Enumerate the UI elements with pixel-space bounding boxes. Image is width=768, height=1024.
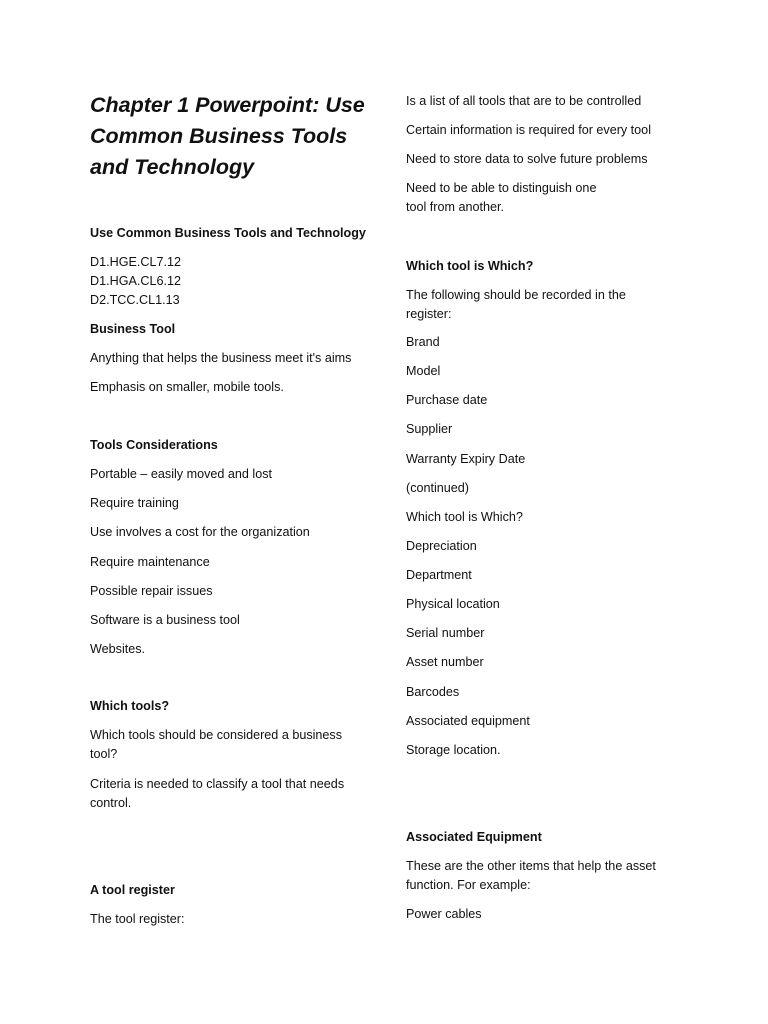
paragraph: Anything that helps the business meet it's aims [90, 351, 352, 365]
paragraph: Possible repair issues [90, 584, 213, 598]
paragraph: Criteria is needed to classify a tool that needs control. [90, 777, 345, 810]
paragraph: Require maintenance [90, 555, 210, 569]
paragraph: Need to be able to distinguish one [406, 181, 597, 195]
paragraph: Need to store data to solve future problems [406, 152, 648, 166]
unit-code: D1.HGA.CL6.12 [90, 274, 181, 288]
paragraph: Emphasis on smaller, mobile tools. [90, 380, 284, 394]
paragraph: Software is a business tool [90, 613, 240, 627]
list-item: Serial number [406, 626, 485, 640]
paragraph: Websites. [90, 642, 146, 656]
heading-business-tool: Business Tool [90, 322, 176, 336]
list-item: Model [406, 364, 441, 378]
heading-use-common-business-tools: Use Common Business Tools and Technology [90, 226, 366, 240]
heading-tools-considerations: Tools Considerations [90, 438, 218, 452]
list-item: Department [406, 568, 472, 582]
list-item: Depreciation [406, 539, 477, 553]
list-item: Storage location. [406, 743, 501, 757]
list-item: Supplier [406, 422, 453, 436]
paragraph: Which tools should be considered a business tool? [90, 728, 343, 761]
list-item: Asset number [406, 655, 484, 669]
paragraph: These are the other items that help the asset function. For example: [406, 859, 656, 892]
list-item: Power cables [406, 907, 482, 921]
paragraph: Require training [90, 496, 179, 510]
list-item: Brand [406, 335, 440, 349]
heading-tool-register: A tool register [90, 883, 175, 897]
document-title: Chapter 1 Powerpoint: Use Common Business Tools and Technology [90, 93, 365, 179]
unit-code: D1.HGE.CL7.12 [90, 255, 181, 269]
paragraph: Certain information is required for every tool [406, 123, 651, 137]
unit-code: D2.TCC.CL1.13 [90, 293, 180, 307]
heading-associated-equipment: Associated Equipment [406, 830, 542, 844]
list-item: Physical location [406, 597, 500, 611]
paragraph: Which tool is Which? [406, 510, 523, 524]
list-item: Purchase date [406, 393, 488, 407]
paragraph: The tool register: [90, 912, 185, 926]
paragraph: (continued) [406, 481, 470, 495]
paragraph: Portable – easily moved and lost [90, 467, 273, 481]
list-item: Barcodes [406, 685, 460, 699]
list-item: Associated equipment [406, 714, 530, 728]
list-item: Warranty Expiry Date [406, 452, 526, 466]
paragraph: Use involves a cost for the organization [90, 525, 310, 539]
paragraph: The following should be recorded in the register: [406, 288, 626, 321]
paragraph: tool from another. [406, 200, 505, 214]
paragraph: Is a list of all tools that are to be controlled [406, 94, 642, 108]
heading-which-tools: Which tools? [90, 699, 170, 713]
heading-which-tool-is-which: Which tool is Which? [406, 259, 534, 273]
